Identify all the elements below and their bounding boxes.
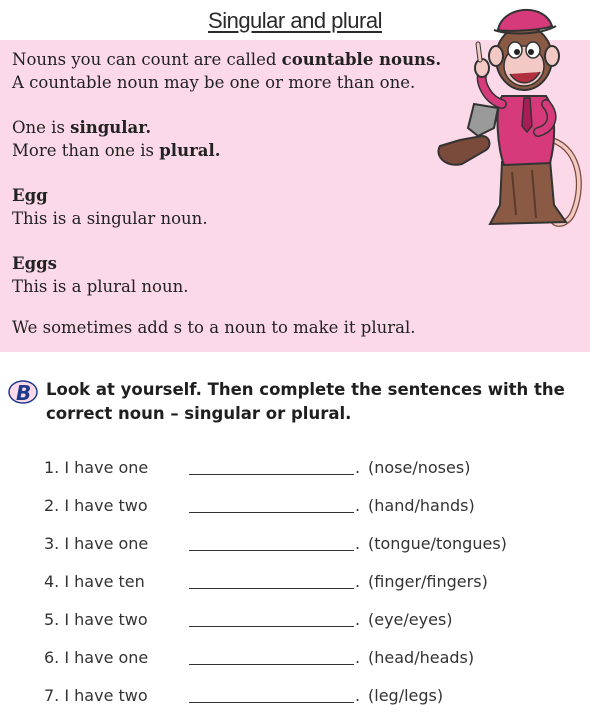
- item-lead: 6. I have one: [44, 648, 149, 667]
- answer-blank[interactable]: [189, 702, 354, 703]
- text-run: More than one is: [12, 141, 160, 160]
- bold-term: singular.: [70, 118, 152, 137]
- item-lead: 4. I have ten: [44, 572, 145, 591]
- period-mark: .: [355, 648, 361, 667]
- text-run: Nouns you can count are called: [12, 50, 282, 69]
- answer-blank[interactable]: [189, 550, 354, 551]
- answer-blank[interactable]: [189, 512, 354, 513]
- item-hint: (hand/hands): [368, 496, 475, 515]
- answer-blank[interactable]: [189, 664, 354, 665]
- period-mark: .: [355, 496, 361, 515]
- singular-example: [12, 184, 208, 230]
- text-run: A countable noun may be one or more than one.: [12, 73, 416, 92]
- bold-term: plural.: [159, 141, 221, 160]
- item-lead: 7. I have two: [44, 686, 148, 705]
- answer-blank[interactable]: [189, 588, 354, 589]
- text-run: This is a singular noun.: [12, 209, 208, 228]
- item-hint: (finger/fingers): [368, 572, 488, 591]
- item-hint: (leg/legs): [368, 686, 444, 705]
- example-word: Eggs: [12, 254, 57, 273]
- item-hint: (tongue/tongues): [368, 534, 507, 553]
- exercise-instruction: Look at yourself. Then complete the sentences with the correct noun – singular or plural.: [46, 380, 565, 423]
- period-mark: .: [355, 686, 361, 705]
- plural-rule: We sometimes add s to a noun to make it plural.: [12, 318, 416, 337]
- item-lead: 2. I have two: [44, 496, 148, 515]
- countable-definition: [12, 48, 441, 94]
- answer-blank[interactable]: [189, 626, 354, 627]
- answer-blank[interactable]: [189, 474, 354, 475]
- period-mark: .: [355, 610, 361, 629]
- period-mark: .: [355, 534, 361, 553]
- item-lead: 1. I have one: [44, 458, 149, 477]
- badge-letter: B: [16, 381, 32, 404]
- item-hint: (head/heads): [368, 648, 475, 667]
- text-run: One is: [12, 118, 71, 137]
- period-mark: .: [355, 572, 361, 591]
- text-run: This is a plural noun.: [12, 277, 189, 296]
- page-title: Singular and plural: [208, 8, 382, 33]
- item-lead: 3. I have one: [44, 534, 149, 553]
- item-hint: (nose/noses): [368, 458, 471, 477]
- bold-term: countable nouns.: [281, 50, 442, 69]
- section-badge: [8, 380, 38, 404]
- item-lead: 5. I have two: [44, 610, 148, 629]
- period-mark: .: [355, 458, 361, 477]
- item-hint: (eye/eyes): [368, 610, 453, 629]
- monkey-illustration: [432, 0, 590, 232]
- plural-example: [12, 252, 188, 298]
- singular-plural-definition: [12, 116, 220, 162]
- example-word: Egg: [12, 186, 48, 205]
